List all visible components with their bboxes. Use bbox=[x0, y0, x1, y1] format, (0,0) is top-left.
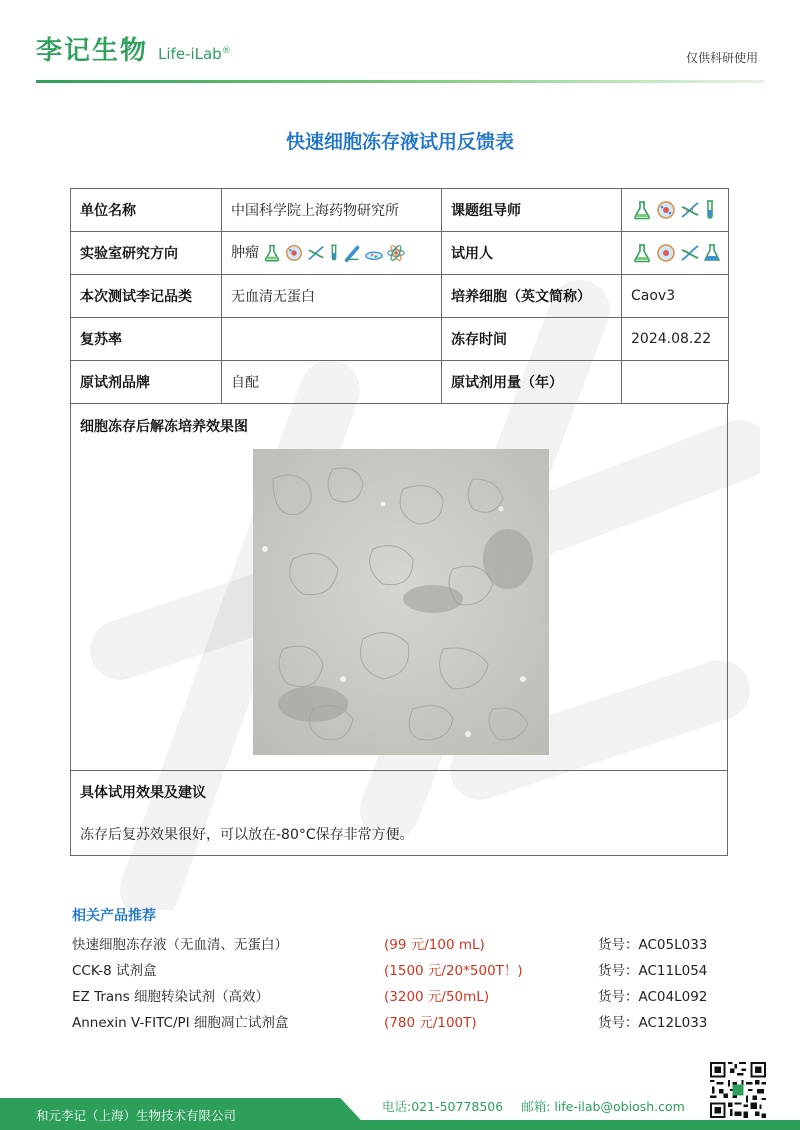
list-item bbox=[72, 933, 732, 959]
feedback-section bbox=[70, 771, 728, 856]
cell-icon bbox=[655, 242, 677, 264]
related-products-title: 相关产品推荐 bbox=[72, 908, 156, 924]
email-address: 邮箱: life-ilab@obiosh.com bbox=[521, 1099, 685, 1114]
product-code: 货号：AC05L033 bbox=[598, 937, 708, 953]
dna-icon bbox=[679, 242, 701, 264]
result-image-section bbox=[70, 403, 728, 771]
list-item bbox=[72, 959, 732, 985]
product-name: CCK-8 试剂盒 bbox=[72, 963, 157, 979]
product-price: (3200 元/50mL) bbox=[384, 989, 490, 1005]
table-row bbox=[71, 318, 729, 361]
cell-icon bbox=[655, 199, 677, 221]
petri-dish-icon bbox=[364, 242, 384, 264]
flask-icon bbox=[631, 199, 653, 221]
table-row bbox=[71, 275, 729, 318]
contact-info bbox=[382, 1097, 703, 1115]
result-image-title: 细胞冻存后解冻培养效果图 bbox=[80, 419, 248, 435]
table-row bbox=[71, 361, 729, 404]
recovery-rate-label: 复苏率 bbox=[71, 318, 222, 361]
direction-value: 肿瘤 bbox=[222, 232, 442, 275]
product-code: 货号：AC11L054 bbox=[598, 963, 708, 979]
product-name: Annexin V-FITC/PI 细胞凋亡试剂盒 bbox=[72, 1015, 289, 1031]
freeze-time-value: 2024.08.22 bbox=[622, 318, 729, 361]
recovery-rate-value bbox=[222, 318, 442, 361]
tester-value bbox=[622, 232, 729, 275]
flask-icon bbox=[631, 242, 653, 264]
cell-icon bbox=[284, 242, 304, 264]
category-label: 本次测试李记品类 bbox=[71, 275, 222, 318]
direction-label: 实验室研究方向 bbox=[71, 232, 222, 275]
erlenmeyer-icon bbox=[703, 242, 721, 264]
page-header bbox=[0, 0, 800, 82]
product-price: (780 元/100T) bbox=[384, 1015, 477, 1031]
freeze-time-label: 冻存时间 bbox=[442, 318, 622, 361]
header-divider bbox=[36, 80, 764, 83]
research-use-note: 仅供科研使用 bbox=[685, 51, 758, 65]
list-item bbox=[72, 1011, 732, 1037]
table-row bbox=[71, 232, 729, 275]
cell-culture-micrograph bbox=[253, 449, 549, 755]
tester-icon-signature bbox=[631, 242, 721, 264]
mentor-label: 课题组导师 bbox=[442, 189, 622, 232]
original-brand-value: 自配 bbox=[222, 361, 442, 404]
product-name: 快速细胞冻存液（无血清、无蛋白） bbox=[72, 937, 288, 953]
phone-number: 电话:021-50778506 bbox=[382, 1099, 504, 1114]
footer-bar bbox=[360, 1120, 800, 1130]
original-usage-value bbox=[622, 361, 729, 404]
feedback-text: 冻存后复苏效果很好，可以放在-80°C保存非常方便。 bbox=[80, 827, 414, 843]
table-row bbox=[71, 189, 729, 232]
unit-label: 单位名称 bbox=[71, 189, 222, 232]
direction-icons bbox=[262, 242, 406, 264]
dna-icon bbox=[306, 242, 326, 264]
feedback-title: 具体试用效果及建议 bbox=[80, 785, 206, 801]
page-title: 快速细胞冻存液试用反馈表 bbox=[285, 131, 514, 153]
cell-line-label: 培养细胞（英文简称） bbox=[442, 275, 622, 318]
mentor-icon-signature bbox=[631, 199, 717, 221]
product-price: (99 元/100 mL) bbox=[384, 937, 485, 953]
product-price: (1500 元/20*500T！) bbox=[384, 963, 523, 979]
original-usage-label: 原试剂用量（年） bbox=[442, 361, 622, 404]
brand-name-en: Life-iLab® bbox=[158, 45, 231, 63]
original-brand-label: 原试剂品牌 bbox=[71, 361, 222, 404]
test-tube-icon bbox=[703, 199, 717, 221]
product-code: 货号：AC12L033 bbox=[598, 1015, 708, 1031]
flask-icon bbox=[262, 242, 282, 264]
brand-name-cn: 李记生物 bbox=[36, 36, 149, 66]
tester-label: 试用人 bbox=[442, 232, 622, 275]
feedback-info-table bbox=[70, 188, 729, 404]
dna-icon bbox=[679, 199, 701, 221]
company-name: 和元李记（上海）生物技术有限公司 bbox=[36, 1108, 237, 1123]
atom-icon bbox=[386, 242, 406, 264]
test-tube-icon bbox=[328, 242, 340, 264]
product-code: 货号：AC04L092 bbox=[598, 989, 708, 1005]
test-tube-icon bbox=[342, 242, 362, 264]
product-name: EZ Trans 细胞转染试剂（高效） bbox=[72, 989, 270, 1005]
cell-line-value: Caov3 bbox=[622, 275, 729, 318]
list-item bbox=[72, 985, 732, 1011]
brand-logo bbox=[36, 30, 231, 67]
related-products-list bbox=[72, 933, 732, 1037]
category-value: 无血清无蛋白 bbox=[222, 275, 442, 318]
page-footer bbox=[0, 1093, 800, 1130]
mentor-value bbox=[622, 189, 729, 232]
unit-value: 中国科学院上海药物研究所 bbox=[222, 189, 442, 232]
